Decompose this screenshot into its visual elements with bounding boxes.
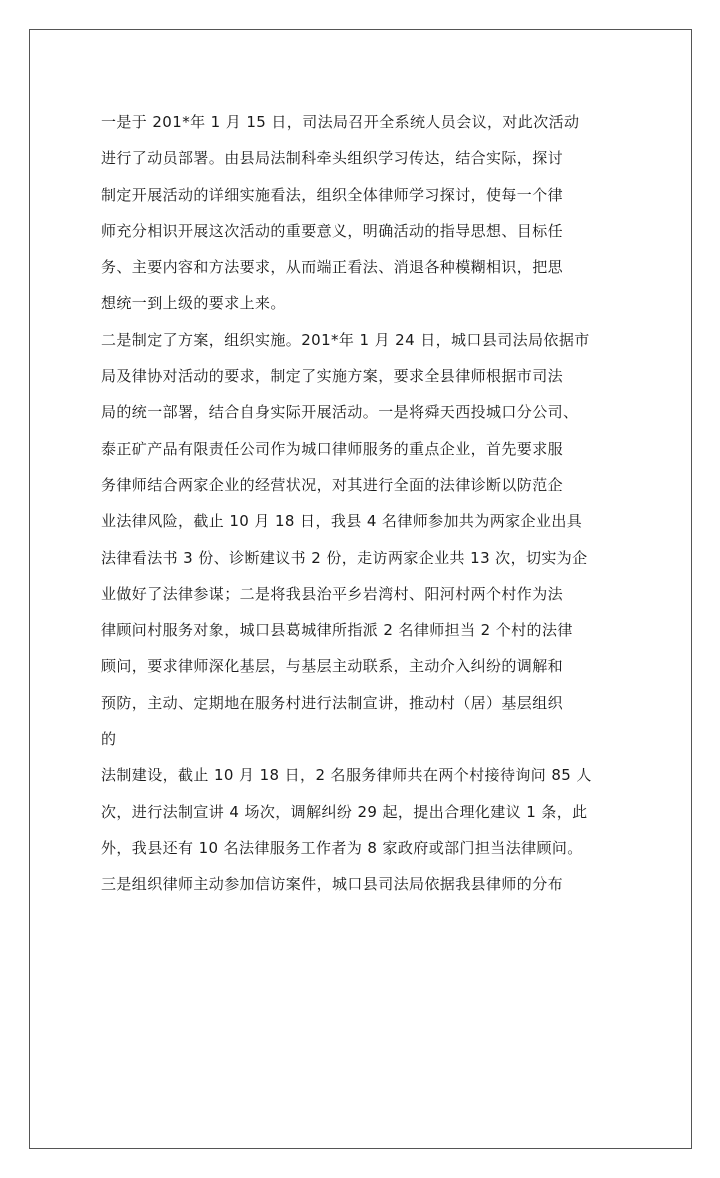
text-line: 顾问，要求律师深化基层，与基层主动联系，主动介入纠纷的调解和 — [101, 657, 564, 676]
text-line: 三是组织律师主动参加信访案件，城口县司法局依据我县律师的分布 — [101, 875, 564, 894]
text-line: 预防，主动、定期地在服务村进行法制宣讲，推动村（居）基层组织 — [101, 693, 564, 712]
text-line: 业做好了法律参谋；二是将我县治平乡岩湾村、阳河村两个村作为法 — [101, 584, 564, 603]
text-line: 次，进行法制宣讲 4 场次，调解纠纷 29 起，提出合理化建议 1 条，此 — [101, 802, 588, 821]
text-line: 局的统一部署，结合自身实际开展活动。一是将舜天西投城口分公司、 — [101, 403, 579, 422]
text-line: 局及律协对活动的要求，制定了实施方案，要求全县律师根据市司法 — [101, 367, 564, 386]
text-line: 务律师结合两家企业的经营状况，对其进行全面的法律诊断以防范企 — [101, 475, 564, 494]
text-line: 外，我县还有 10 名法律服务工作者为 8 家政府或部门担当法律顾问。 — [101, 838, 583, 857]
text-line: 想统一到上级的要求上来。 — [101, 294, 286, 313]
text-line: 一是于 201*年 1 月 15 日，司法局召开全系统人员会议，对此次活动 — [101, 113, 580, 131]
text-line: 务、主要内容和方法要求，从而端正看法、消退各种模糊相识，把思 — [101, 258, 564, 277]
text-line: 法制建设，截止 10 月 18 日，2 名服务律师共在两个村接待询问 85 人 — [101, 766, 592, 785]
text-line: 进行了动员部署。由县局法制科牵头组织学习传达，结合实际，探讨 — [101, 149, 564, 168]
text-line: 律顾问村服务对象，城口县葛城律所指派 2 名律师担当 2 个村的法律 — [101, 621, 573, 640]
text-line: 师充分相识开展这次活动的重要意义，明确活动的指导思想、目标任 — [101, 221, 564, 240]
text-line: 制定开展活动的详细实施看法，组织全体律师学习探讨，使每一个律 — [101, 185, 564, 204]
text-line: 二是制定了方案，组织实施。201*年 1 月 24 日，城口县司法局依据市 — [101, 330, 590, 349]
text-line: 泰正矿产品有限责任公司作为城口律师服务的重点企业，首先要求服 — [101, 439, 564, 458]
text-line: 法律看法书 3 份、诊断建议书 2 份，走访两家企业共 13 次，切实为企 — [101, 548, 588, 567]
text-line: 业法律风险，截止 10 月 18 日，我县 4 名律师参加共为两家企业出具 — [101, 512, 583, 531]
text-line: 的 — [101, 730, 117, 749]
document-body — [101, 104, 631, 903]
